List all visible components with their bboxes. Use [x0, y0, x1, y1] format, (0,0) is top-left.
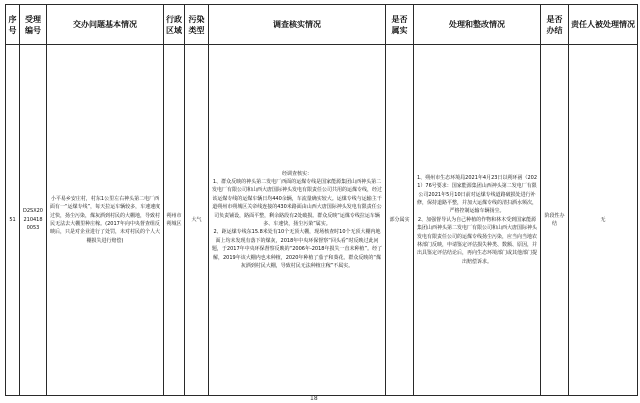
header-region: 行政区域: [164, 5, 185, 45]
cell-case-id: D2SX202104180053: [20, 45, 47, 396]
cell-region: 朔州市朔城区: [164, 45, 185, 396]
header-handling: 处理和整改情况: [414, 5, 541, 45]
header-case-id: 受理编号: [20, 5, 47, 45]
cell-is-true: 部分属实: [386, 45, 414, 396]
cell-investigation: 经调查核实： 1、群众反映的神头第二发电厂西面的运煤专线是国家能源集团山西神头第二发电厂有限公司和山西大唐国际神头发电有限责任公司共用的运煤专线，经过该运煤专线的运煤车辆日均440余辆，车流量确实较大。运煤专线与运输主干道朔州市朔城区关帝线连接的430米路面由山西大唐国际神头发电有限责任公司负责铺设，路面平整，剩余路段有2处破损。群众反映“运煤专线拉运车辆多、车速快，扬尘污染”属实。 2、距运煤专线东15.8米处有10个无顶大棚，现场核查时10个无顶大棚内地面上均未发现有落下的煤灰，2018年中央环保督察“回头看”时反映过此问题，于2017年中央环保督察反映的“2006年-2018年损失一直未种植”。经了解，2019年该大棚内也未种植，2020年种植了茄子和葵花。群众反映的“煤灰洒到村民大棚，导致村民无法种植庄稼”不属实。: [209, 45, 386, 396]
header-row: [6, 5, 638, 45]
cell-accountability: 无: [569, 45, 638, 396]
table-row: [6, 45, 638, 396]
cell-index: 51: [6, 45, 20, 396]
page-number: 18: [310, 395, 318, 402]
case-table: [5, 4, 638, 396]
cell-pollution-type: 大气: [185, 45, 209, 396]
header-investigation: 调查核实情况: [209, 5, 386, 45]
header-problem: 交办问题基本情况: [47, 5, 164, 45]
header-accountability: 责任人被处理情况: [569, 5, 638, 45]
header-index: 序号: [6, 5, 20, 45]
header-is-closed: 是否办结: [541, 5, 569, 45]
header-is-true: 是否属实: [386, 5, 414, 45]
cell-problem: 小平易乡安庄村，村东1公里左右神头第二电厂西面有一“运煤专线”，每天拉运车辆较多，车速速度过快，扬尘污染，煤灰洒到村民的大棚地，导致村民无法去大棚里种庄稼。(2017年向中央督查组反映后，只是对企业进行了处罚，未对村民的个人大棚损失进行赔偿): [47, 45, 164, 396]
header-pollution-type: 污染类型: [185, 5, 209, 45]
cell-is-closed: 阶段性办结: [541, 45, 569, 396]
cell-handling: 1、朔州市生态环境局2021年4月23日以朔环函（2021）76号要求：国家能源集团山西神头第二发电厂有限公司2021年5月10日前对运煤专线道路破损处进行补修，保持道路平整，并加大运煤专线的清扫洒水频次，严格控制运输车辆扬尘。 2、加强督导认为自己种植的作物和林木受到国家能源集团山西神头第二发电厂有限公司和山西大唐国际神头发电有限责任公司的运煤专线扬尘污染，应当向当地农林部门反映，申请鉴定评估损失种类、数额、原因，并出具鉴定评估结论后，再向生态环境部门或其他部门提出赔偿诉求。: [414, 45, 541, 396]
